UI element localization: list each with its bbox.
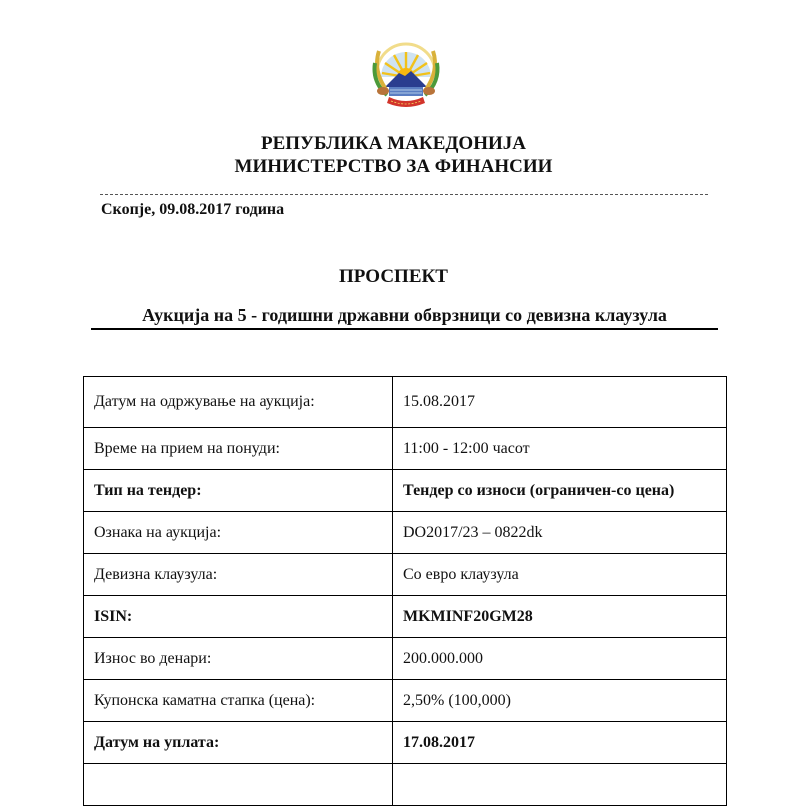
table-row	[84, 470, 727, 512]
header-ministry: МИНИСТЕРСТВО ЗА ФИНАНСИИ	[234, 156, 553, 177]
row-label: Купонска каматна стапка (цена):	[84, 680, 393, 722]
row-label: Датум на уплата:	[84, 722, 393, 764]
place-date: Скопје, 09.08.2017 година	[101, 201, 285, 218]
row-label: Датум на одржување на аукција:	[84, 377, 393, 428]
row-label: Тип на тендер:	[84, 470, 393, 512]
row-value: 17.08.2017	[393, 722, 727, 764]
row-label: Ознака на аукција:	[84, 512, 393, 554]
header-country: РЕПУБЛИКА МАКЕДОНИЈА	[260, 133, 526, 154]
row-label: Време на прием на понуди:	[84, 428, 393, 470]
table-row	[84, 722, 727, 764]
table-row	[84, 680, 727, 722]
table-row	[84, 428, 727, 470]
table-row	[84, 554, 727, 596]
table-row	[84, 764, 727, 806]
table-row	[84, 377, 727, 428]
row-value: DO2017/23 – 0822dk	[393, 512, 727, 554]
document-subtitle: Аукција на 5 - годишни државни обврзници со девизна клаузула	[91, 305, 718, 330]
row-label	[84, 764, 393, 806]
coat-of-arms-icon	[365, 33, 447, 113]
document-title: ПРОСПЕКТ	[339, 266, 448, 287]
row-label: Износ во денари:	[84, 638, 393, 680]
table-row	[84, 596, 727, 638]
table-row	[84, 638, 727, 680]
auction-info-table	[83, 376, 727, 806]
row-value: MKMINF20GM28	[393, 596, 727, 638]
row-label: Девизна клаузула:	[84, 554, 393, 596]
row-label: ISIN:	[84, 596, 393, 638]
row-value: 200.000.000	[393, 638, 727, 680]
row-value	[393, 764, 727, 806]
table-row	[84, 512, 727, 554]
row-value: 2,50% (100,000)	[393, 680, 727, 722]
row-value: Со евро клаузула	[393, 554, 727, 596]
row-value: 11:00 - 12:00 часот	[393, 428, 727, 470]
row-value: 15.08.2017	[393, 377, 727, 428]
dashed-divider	[100, 194, 708, 195]
row-value: Тендер со износи (ограничен-со цена)	[393, 470, 727, 512]
